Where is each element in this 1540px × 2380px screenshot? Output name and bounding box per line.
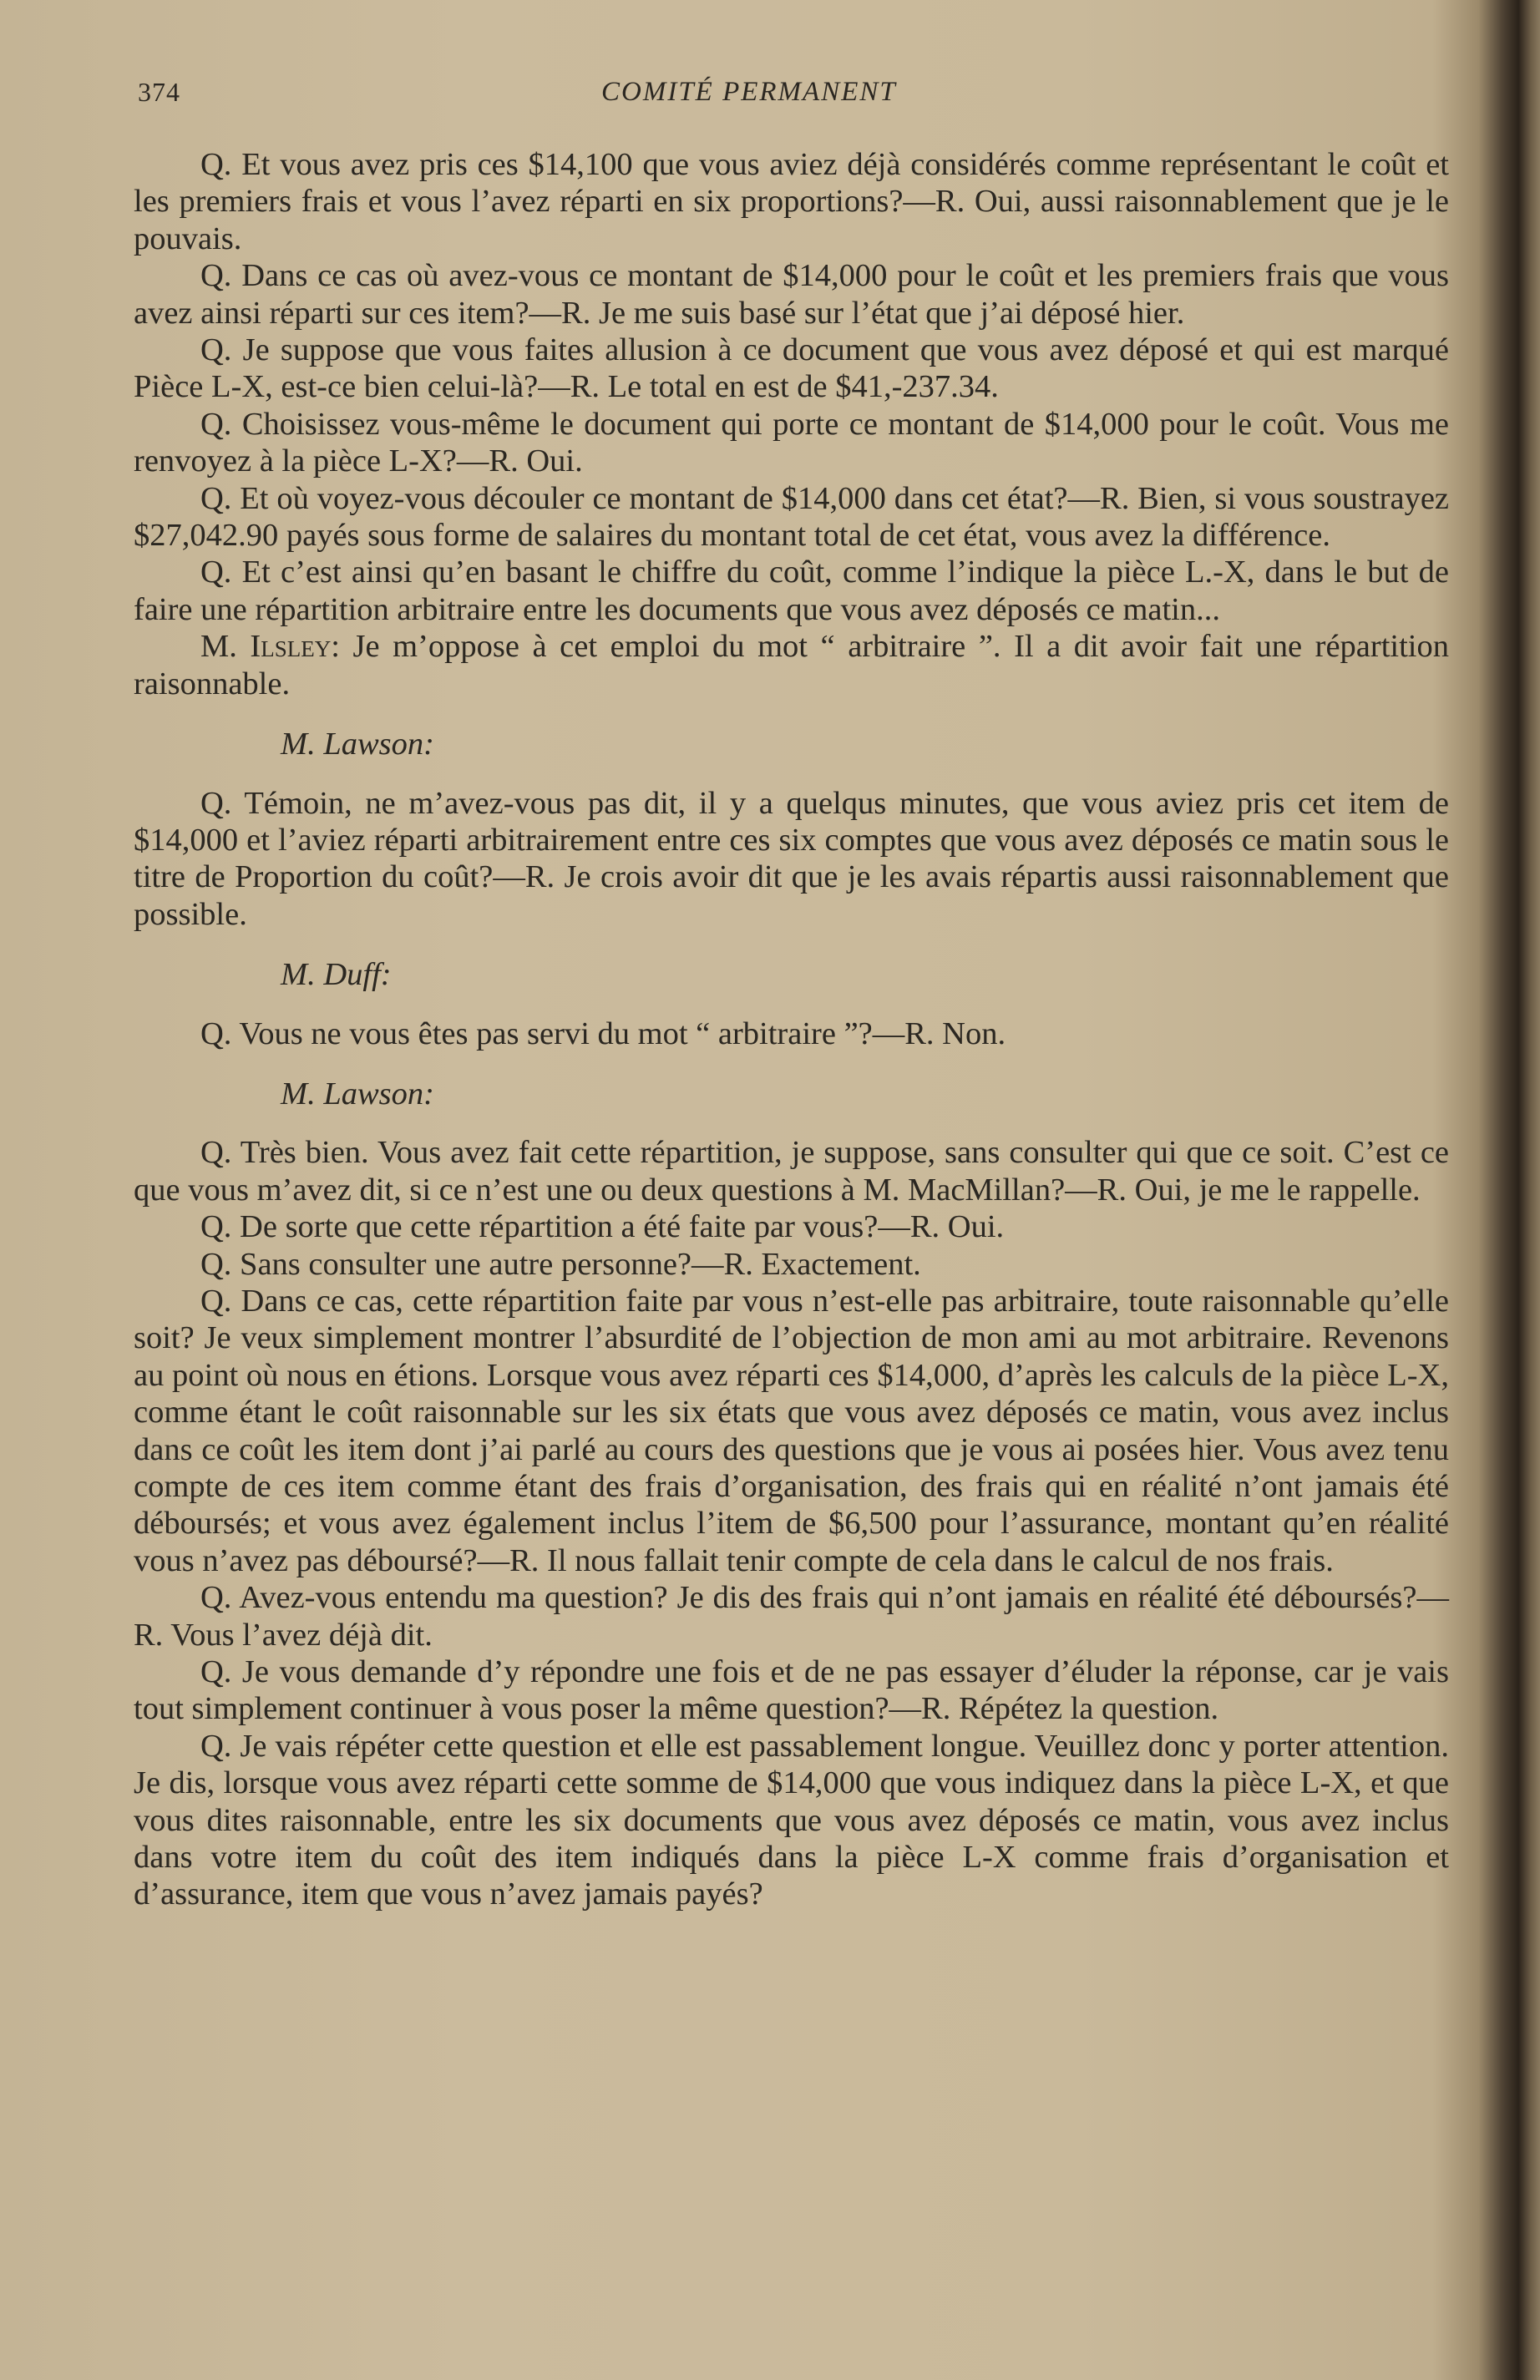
paragraph-13: Q. Dans ce cas, cette répartition faite par vous n’est-elle pas arbitraire, toute raisonnable qu’elle soit? Je veux simplement montrer l’absurdité de l’objection de mon ami au mot arbitraire. Revenons au point où nous en étions. Lorsque vous avez réparti ces $14,000, d’après les calculs de la pièce L-X, comme étant le coût raisonnable sur les six états que vous avez déposés ce matin, vous avez inclus dans ce coût les item dont j’ai parlé au cours des questions que je vous ai posées hier. Vous avez tenu compte de ces item comme étant des frais d’organisation, des frais qui en réalité n’ont jamais été déboursés; et vous avez également inclus l’item de $6,500 pour l’assurance, montant qu’en réalité vous n’avez pas déboursé?—R. Il nous fallait tenir compte de cela dans le calcul de nos frais. xyxy=(134,1283,1449,1578)
running-title: COMITÉ PERMANENT xyxy=(601,77,897,107)
paragraph-1: Q. Et vous avez pris ces $14,100 que vous aviez déjà considérés comme représentant le coût et les premiers frais et vous l’avez réparti en six proportions?—R. Oui, aussi raisonnablement que je le pouvais. xyxy=(134,147,1449,256)
paragraph-6: Q. Et c’est ainsi qu’en basant le chiffre du coût, comme l’indique la pièce L.-X, dans le but de faire une répartition arbitraire entre les documents que vous avez déposés ce matin... xyxy=(134,554,1449,627)
paragraph-8: Q. Témoin, ne m’avez-vous pas dit, il y a quelqus minutes, que vous aviez pris cet item de $14,000 et l’aviez réparti arbitrairement entre ces six comptes que vous avez déposés ce matin sous le titre de Proportion du coût?—R. Je crois avoir dit que je les avais répartis aussi raisonnablement que possible. xyxy=(134,785,1449,932)
paragraph-12: Q. Sans consulter une autre personne?—R. Exactement. xyxy=(200,1246,921,1282)
objection-text: : Je m’oppose à cet emploi du mot “ arbitraire ”. Il a dit avoir fait une répartition raisonnable. xyxy=(134,629,1450,701)
paragraph-7 xyxy=(134,628,1449,702)
paragraph-11: Q. De sorte que cette répartition a été faite par vous?—R. Oui. xyxy=(200,1209,1005,1245)
paragraph-15: Q. Je vous demande d’y répondre une fois et de ne pas essayer d’éluder la réponse, car je vais tout simplement continuer à vous poser la même question?—R. Répétez la question. xyxy=(134,1654,1449,1727)
speaker-prefix: M. xyxy=(200,629,251,665)
paragraph-10: Q. Très bien. Vous avez fait cette répartition, je suppose, sans consulter qui que ce soit. C’est ce que vous m’avez dit, si ce n’est une ou deux questions à M. MacMillan?—R. Oui, je me le rappelle. xyxy=(134,1135,1449,1208)
page-number: 374 xyxy=(138,77,180,107)
speaker-heading: M. Duff: xyxy=(281,957,392,993)
paragraph-16: Q. Je vais répéter cette question et elle est passablement longue. Veuillez donc y porter attention. Je dis, lorsque vous avez réparti cette somme de $14,000 que vous indiquez dans la pièce L-X, et que vous dites raisonnable, entre les six documents que vous avez déposés ce matin, vous avez inclus dans votre item du coût des item indiqués dans la pièce L-X comme frais d’organisation et d’assurance, item que vous n’avez jamais payés? xyxy=(134,1728,1449,1912)
paragraph-2: Q. Dans ce cas où avez-vous ce montant de $14,000 pour le coût et les premiers frais que vous avez ainsi réparti sur ces item?—R. Je me suis basé sur l’état que j’ai déposé hier. xyxy=(134,258,1449,331)
speaker-heading: M. Lawson: xyxy=(281,1076,434,1112)
paragraph-4: Q. Choisissez vous-même le document qui porte ce montant de $14,000 pour le coût. Vous me renvoyez à la pièce L-X?—R. Oui. xyxy=(134,406,1449,479)
paragraph-14: Q. Avez-vous entendu ma question? Je dis des frais qui n’ont jamais en réalité été déboursés?—R. Vous l’avez déjà dit. xyxy=(134,1580,1449,1653)
body-text xyxy=(134,146,1449,1913)
speaker-heading: M. Lawson: xyxy=(281,727,434,762)
page-header xyxy=(134,77,1453,119)
paragraph-3: Q. Je suppose que vous faites allusion à ce document que vous avez déposé et qui est marqué Pièce L-X, est-ce bien celui-là?—R. Le total en est de $41,-237.34. xyxy=(134,332,1449,405)
speaker-name: Ilsley xyxy=(250,629,332,665)
paragraph-9: Q. Vous ne vous êtes pas servi du mot “ arbitraire ”?—R. Non. xyxy=(200,1015,1006,1051)
paragraph-5: Q. Et où voyez-vous découler ce montant de $14,000 dans cet état?—R. Bien, si vous soustrayez $27,042.90 payés sous forme de salaires du montant total de cet état, vous avez la différence. xyxy=(134,480,1449,554)
